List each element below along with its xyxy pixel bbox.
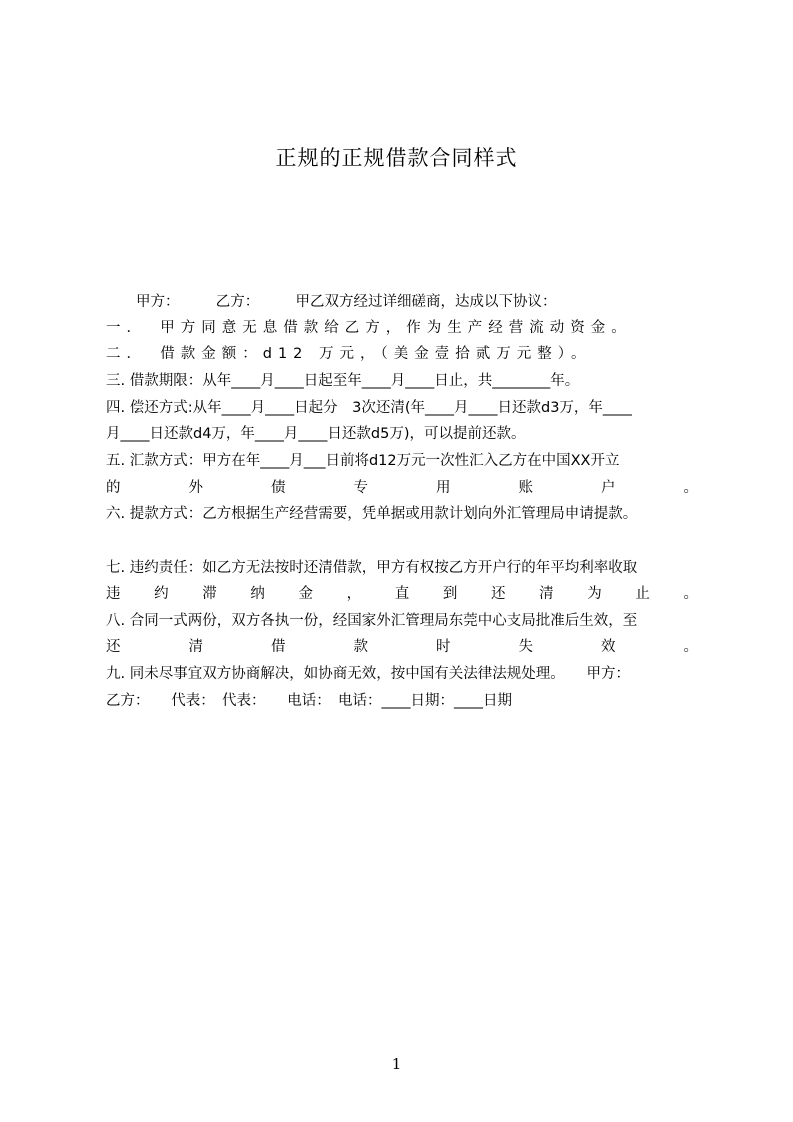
justified-char: 专	[353, 480, 368, 496]
clause-3: 三. 借款期限：从年____月____日起至年____月____日止，共________年。	[106, 373, 580, 389]
clause-7-continued	[106, 582, 698, 606]
page-number: 1	[391, 1055, 402, 1073]
justified-char: 的	[106, 480, 121, 496]
justified-char: 效	[601, 639, 616, 655]
document-title: 正规的正规借款合同样式	[275, 146, 518, 170]
justified-char: 还	[106, 639, 121, 655]
justified-char: 为	[587, 586, 602, 602]
clause-8: 八. 合同一式两份，双方各执一份，经国家外汇管理局东莞中心支局批准后生效，至	[106, 613, 638, 629]
clause-4-continued: 月____日还款d4万，年____月____日还款d5万)，可以提前还款。	[106, 426, 526, 442]
justified-char: 滞	[202, 586, 217, 602]
clause-5: 五. 汇款方式：甲方在年____月___日前将d12万元一次性汇入乙方在中国XX开立	[106, 453, 620, 469]
justified-char: 时	[436, 639, 451, 655]
justified-char: 止	[635, 586, 650, 602]
justified-char: 约	[154, 586, 169, 602]
justified-char: 。	[683, 586, 698, 602]
justified-char: 违	[106, 586, 121, 602]
justified-char: ，	[346, 586, 362, 602]
justified-char: 清	[188, 639, 203, 655]
clause-7: 七. 违约责任：如乙方无法按时还清借款，甲方有权按乙方开户行的年平均利率收取	[106, 560, 638, 576]
justified-char: 到	[442, 586, 458, 602]
clause-1: 一． 甲方同意无息借款给乙方，作为生产经营流动资金。	[106, 320, 632, 336]
justified-char: 账	[518, 480, 533, 496]
justified-char: 借	[271, 639, 286, 655]
parties-line: 甲方： 乙方： 甲乙双方经过详细磋商，达成以下协议：	[136, 294, 557, 310]
clause-6: 六. 提款方式：乙方根据生产经营需要，凭单据或用款计划向外汇管理局申请提款。	[106, 506, 638, 522]
signature-line: 乙方： 代表： 代表： 电话： 电话：____日期：____日期	[106, 693, 512, 709]
justified-char: 用	[436, 480, 451, 496]
justified-char: 户	[601, 480, 616, 496]
clause-9: 九. 同未尽事宜双方协商解决，如协商无效，按中国有关法律法规处理。 甲方：	[106, 666, 630, 682]
justified-char: 外	[188, 480, 203, 496]
clause-8-continued	[106, 635, 698, 659]
clause-2: 二． 借款金额：d12 万元，（美金壹拾贰万元整）。	[106, 346, 592, 362]
justified-char: 失	[518, 639, 533, 655]
justified-char: 直	[394, 586, 410, 602]
justified-char: 还	[491, 586, 506, 602]
justified-char: 金	[298, 586, 313, 602]
justified-char: 。	[683, 480, 698, 496]
clause-5-continued	[106, 476, 698, 500]
clause-4: 四. 偿还方式:从年____月____日起分 3次还清(年____月____日还款d3万，年____	[106, 400, 632, 416]
justified-char: 清	[539, 586, 554, 602]
justified-char: 款	[353, 639, 368, 655]
justified-char: 。	[683, 639, 698, 655]
justified-char: 纳	[250, 586, 265, 602]
justified-char: 债	[271, 480, 286, 496]
